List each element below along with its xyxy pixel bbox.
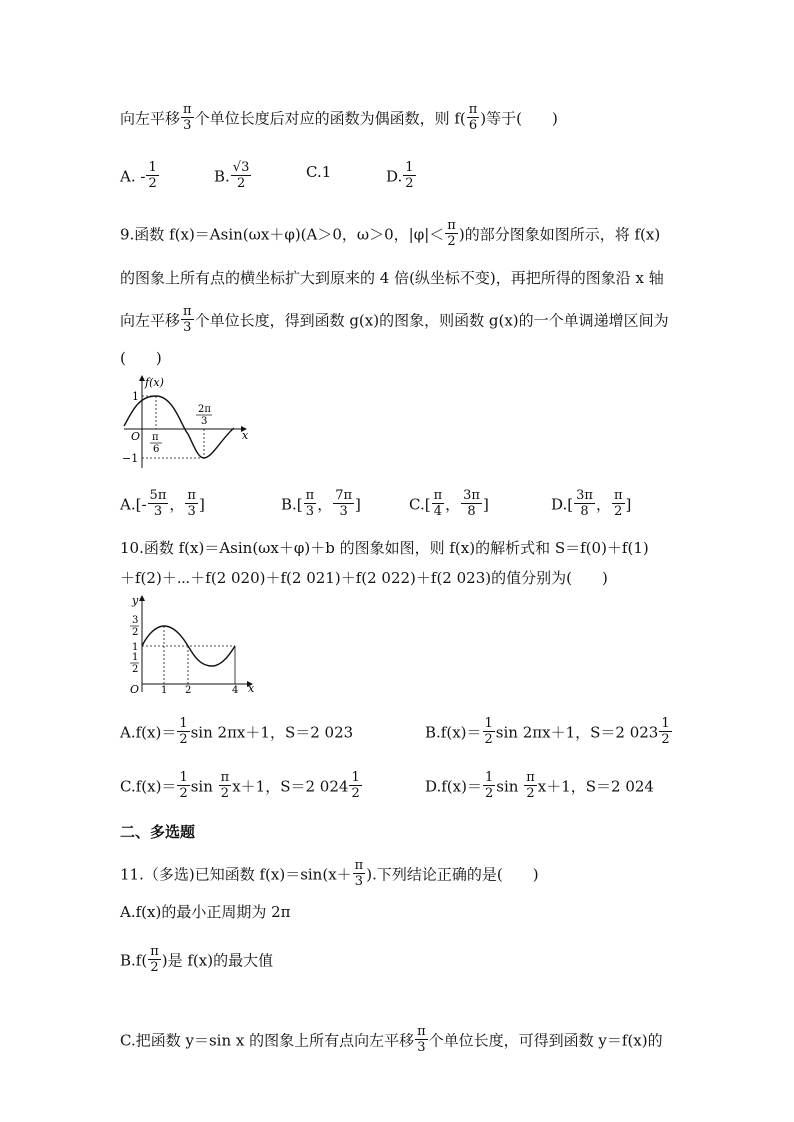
denominator: 6 [468, 118, 478, 133]
fraction-pi-over-2 [148, 944, 161, 975]
option-label: D. [386, 167, 403, 186]
x-tick-2: 2 [185, 685, 192, 696]
option-label: C.f(x)＝ [120, 777, 177, 796]
fraction [574, 488, 595, 519]
numerator: 3π [463, 488, 480, 503]
denominator: 2 [614, 504, 623, 519]
denominator: 2 [484, 786, 494, 801]
q9-option-b[interactable] [281, 490, 361, 521]
q10-sine-graph [118, 592, 258, 696]
numerator: π [447, 218, 456, 233]
x-tick-pi6-den: 6 [153, 444, 160, 455]
y-tick-1: 1 [132, 642, 139, 653]
numerator: π [417, 1024, 426, 1039]
numerator: 1 [179, 716, 188, 731]
option-label: B. [281, 495, 297, 514]
denominator: 2 [179, 786, 188, 801]
numerator: 1 [484, 716, 493, 731]
x-axis-label: x [242, 429, 249, 442]
numerator: 1 [405, 160, 414, 175]
q11-option-a[interactable]: A.f(x)的最小正周期为 2π [120, 903, 291, 921]
fraction [659, 716, 671, 747]
q9-stem-line-3 [120, 306, 669, 337]
q10-stem-line-1: 10.函数 f(x)＝Asin(ωx＋φ)＋b 的图象如图，则 f(x)的解析式和 S＝f(0)＋f(1) [120, 539, 649, 557]
denominator: 8 [580, 504, 589, 519]
fraction [612, 488, 625, 519]
fraction [177, 716, 189, 747]
bracket-close: ] [625, 495, 632, 514]
fraction-pi-over-3 [353, 858, 366, 889]
denominator: 4 [433, 504, 442, 519]
numerator: π [526, 770, 535, 785]
numerator: √3 [232, 160, 250, 175]
numerator: 7π [335, 488, 353, 503]
denominator: 3 [183, 320, 192, 335]
bracket-open: [ [135, 495, 142, 514]
q11-option-b[interactable] [120, 946, 273, 977]
q9-stem-line-1 [120, 220, 660, 251]
bracket-close: ] [482, 495, 489, 514]
q10-option-a[interactable] [120, 718, 353, 749]
numerator: π [220, 770, 230, 785]
denominator: 2 [179, 732, 188, 747]
q10-option-b[interactable] [425, 718, 673, 749]
sign: - [141, 495, 147, 514]
option-label: D.f(x)＝ [425, 777, 482, 796]
option-text: sin [496, 777, 524, 796]
option-text: )是 f(x)的最大值 [161, 951, 274, 970]
numerator: 1 [179, 770, 188, 785]
y-axis-label: y [132, 594, 139, 607]
denominator: 3 [339, 504, 348, 519]
denominator: 3 [187, 504, 196, 519]
bracket-open: [ [567, 495, 574, 514]
q8-text: 向左平移 [120, 109, 181, 128]
option-label: C. [409, 495, 425, 514]
denominator: 3 [354, 874, 364, 889]
fraction [177, 770, 189, 801]
q9-answer-blank: ( ) [120, 349, 162, 367]
bracket-close: ] [355, 495, 361, 514]
denominator: 2 [220, 786, 230, 801]
numerator: 3π [576, 488, 593, 503]
bracket-close: ] [198, 495, 205, 514]
denominator: 2 [484, 732, 493, 747]
fraction [461, 488, 482, 519]
x-axis-label: x [248, 682, 255, 695]
option-label: A.f(x)＝ [120, 723, 177, 742]
option-label: A. [120, 495, 136, 514]
denominator: 3 [183, 118, 192, 133]
numerator: π [613, 488, 623, 503]
fraction [148, 488, 169, 519]
numerator: π [187, 488, 196, 503]
q11-text: 11.（多选)已知函数 f(x)＝sin(x＋ [120, 865, 352, 884]
q8-option-c[interactable] [306, 162, 331, 182]
sine-curve [124, 396, 234, 458]
q9-option-c[interactable] [409, 490, 489, 521]
denominator: 3 [305, 504, 315, 519]
q9-option-d[interactable] [551, 490, 631, 521]
fraction [483, 716, 495, 747]
fraction-pi-over-6 [467, 102, 480, 133]
fraction [349, 770, 361, 801]
option-label: D. [551, 495, 568, 514]
numerator: 1 [148, 160, 157, 175]
numerator: π [468, 102, 478, 117]
x-tick-4: 4 [232, 685, 239, 696]
q10-option-d[interactable] [425, 772, 654, 803]
fraction-pi-over-3 [415, 1024, 428, 1055]
denominator: 2 [150, 960, 159, 975]
y-tick-1: 1 [132, 390, 139, 403]
q9-stem-line-2: 的图象上所有点的横坐标扩大到原来的 4 倍(纵坐标不变)，再把所得的图象沿 x 轴 [120, 269, 664, 287]
fraction [185, 488, 198, 519]
x-tick-2pi3-den: 3 [201, 416, 208, 427]
option-text: x＋1，S＝2 024 [537, 777, 654, 796]
option-label: B. [214, 167, 230, 186]
numerator: 1 [661, 716, 670, 731]
separator: ， [169, 495, 185, 514]
fraction [333, 488, 354, 519]
denominator: 2 [351, 786, 360, 801]
option-text: sin [190, 777, 218, 796]
y-axis-label: f(x) [145, 376, 164, 389]
fraction [432, 488, 445, 519]
fraction [219, 770, 232, 801]
numerator: 5π [149, 488, 167, 503]
numerator: π [183, 102, 192, 117]
numerator: π [183, 304, 192, 319]
fraction-pi-over-3 [181, 304, 194, 335]
q8-text: )等于( ) [480, 109, 558, 128]
denominator: 2 [447, 234, 456, 249]
x-tick-pi6-num: π [152, 432, 159, 443]
fraction [146, 160, 158, 191]
denominator: 2 [236, 176, 246, 191]
option-text: B.f( [120, 951, 148, 970]
bracket-open: [ [296, 495, 303, 514]
q9-text: 向左平移 [120, 311, 181, 330]
option-label: A. - [120, 167, 146, 186]
option-text: 个单位长度，可得到函数 y＝f(x)的 [428, 1031, 663, 1050]
option-text: sin 2πx＋1，S＝2 023 [495, 723, 659, 742]
numerator: π [150, 944, 159, 959]
denominator: 2 [148, 176, 157, 191]
denominator: 8 [467, 504, 476, 519]
numerator: 1 [484, 770, 494, 785]
section-heading: 二、多选题 [120, 823, 196, 841]
bracket-open: [ [424, 495, 431, 514]
option-text: x＋1，S＝2 024 [232, 777, 349, 796]
denominator: 2 [661, 732, 670, 747]
fraction-pi-over-2 [445, 218, 458, 249]
origin-label: O [130, 683, 140, 696]
option-label: C.1 [306, 163, 332, 181]
q11-option-c[interactable] [120, 1026, 663, 1057]
denominator: 3 [417, 1040, 426, 1055]
q9-text: )的部分图象如图所示，将 f(x) [458, 225, 661, 244]
option-text: C.把函数 y＝sin x 的图象上所有点向左平移 [120, 1031, 415, 1050]
option-text: sin 2πx＋1，S＝2 023 [190, 723, 354, 742]
fraction [231, 160, 252, 191]
x-tick-2pi3-num: 2π [198, 404, 211, 415]
q8-text: 个单位长度后对应的函数为偶函数，则 f( [194, 109, 466, 128]
q8-option-a[interactable] [120, 162, 160, 193]
y-tick-3-2-num: 3 [132, 615, 139, 626]
origin-label: O [131, 430, 141, 443]
q9-text: 9.函数 f(x)＝Asin(ωx＋φ)(A＞0，ω＞0，|φ|＜ [120, 225, 445, 244]
x-tick-1: 1 [161, 685, 168, 696]
option-label: B.f(x)＝ [425, 723, 482, 742]
numerator: π [433, 488, 443, 503]
fraction [524, 770, 537, 801]
denominator: 2 [526, 786, 535, 801]
q8-option-d[interactable] [386, 162, 417, 193]
q9-option-a[interactable] [120, 490, 205, 521]
numerator: π [305, 488, 315, 503]
q11-text: ).下列结论正确的是( ) [366, 865, 539, 884]
fraction [304, 488, 317, 519]
separator: ， [445, 495, 461, 514]
q11-stem-line [120, 860, 539, 891]
separator: ， [595, 495, 611, 514]
numerator: 1 [351, 770, 360, 785]
y-tick-neg1: −1 [122, 452, 139, 465]
q9-text: 个单位长度，得到函数 g(x)的图象，则函数 g(x)的一个单调递增区间为 [194, 311, 669, 330]
y-tick-1-2-den: 2 [132, 664, 139, 675]
q10-option-c[interactable] [120, 772, 363, 803]
fraction [403, 160, 415, 191]
y-tick-1-2-num: 1 [132, 652, 139, 663]
q9-sine-graph [118, 372, 258, 472]
y-tick-3-2-den: 2 [132, 627, 139, 638]
q8-stem-line [120, 104, 558, 135]
denominator: 2 [405, 176, 414, 191]
separator: ， [317, 495, 333, 514]
q10-stem-line-2: ＋f(2)＋⋯＋f(2 020)＋f(2 021)＋f(2 022)＋f(2 023)的值分别为( ) [120, 569, 608, 587]
fraction-pi-over-3 [181, 102, 194, 133]
q8-option-b[interactable] [214, 162, 252, 193]
fraction [483, 770, 495, 801]
numerator: π [354, 858, 364, 873]
denominator: 3 [153, 504, 163, 519]
